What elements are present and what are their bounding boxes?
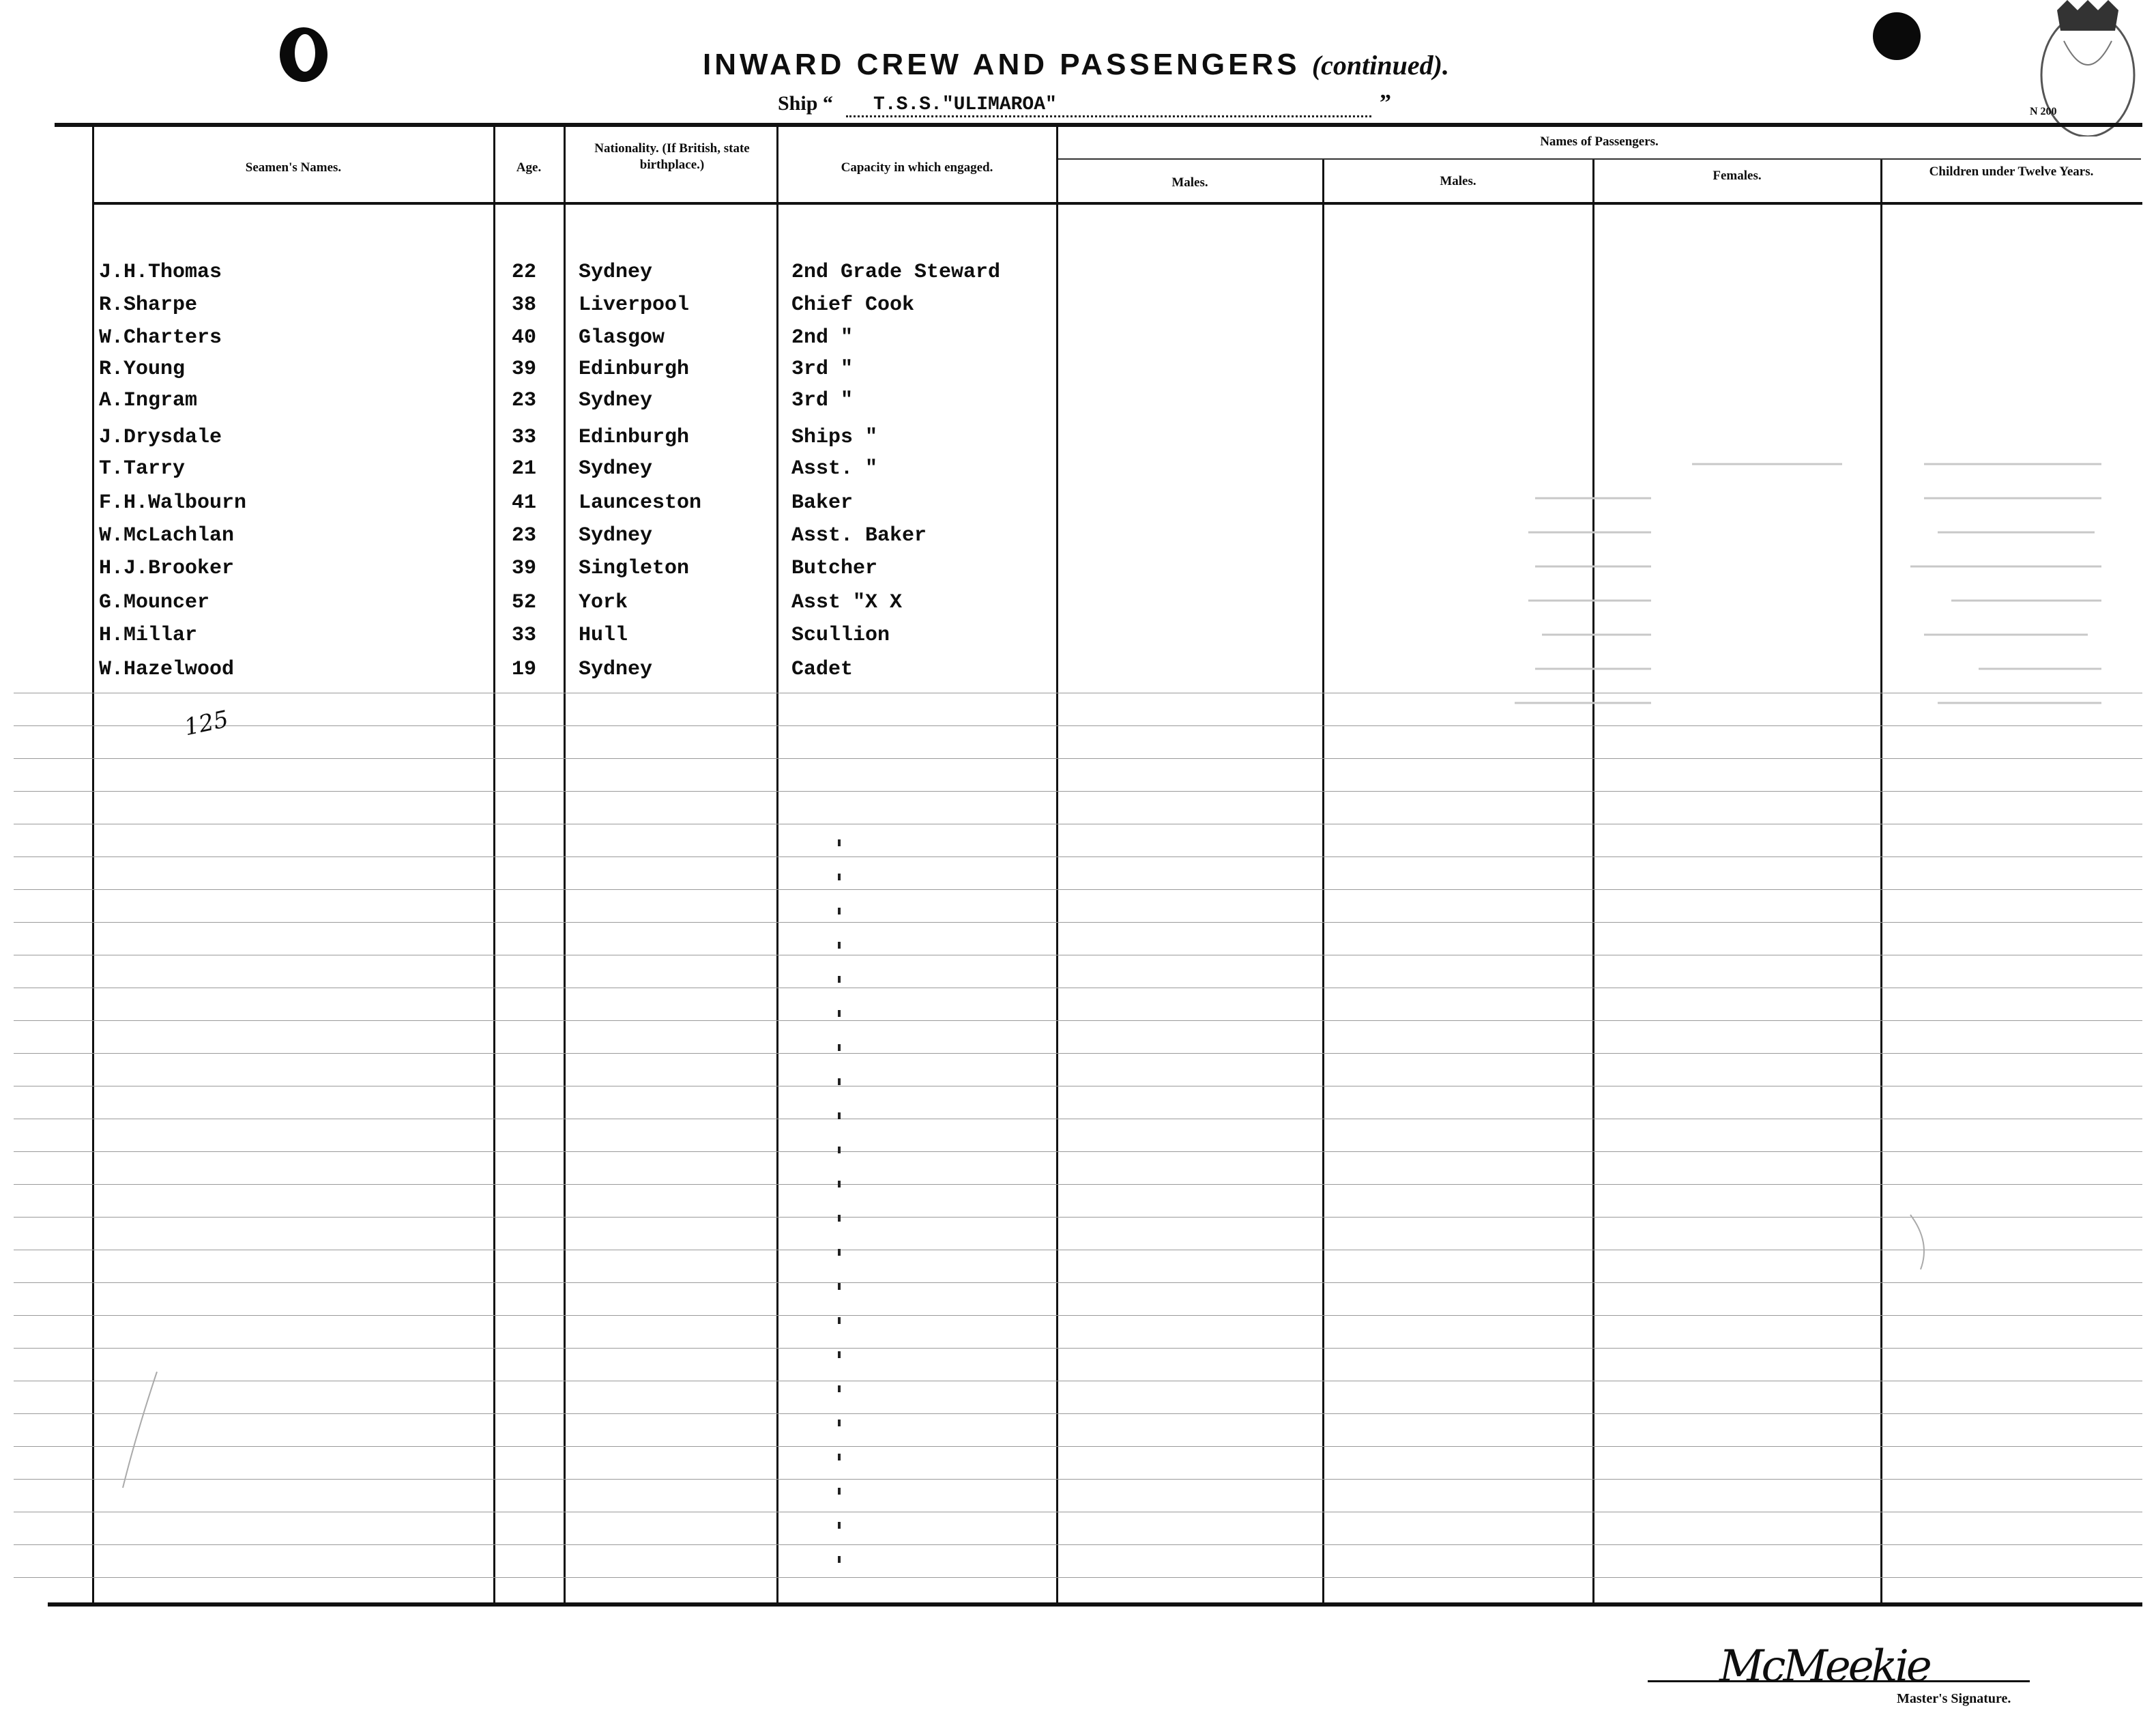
crew-age: 33 [512, 426, 537, 449]
crew-nationality: Launceston [579, 491, 702, 515]
crew-name: T.Tarry [99, 457, 186, 480]
crew-name: F.H.Walbourn [99, 491, 247, 515]
crew-capacity: Asst "X X [791, 591, 903, 614]
crew-nationality: Hull [579, 624, 628, 647]
header-seamen-names: Seamen's Names. [245, 160, 342, 175]
header-males-2: Males. [1440, 174, 1476, 188]
crew-age: 21 [512, 457, 537, 480]
crew-capacity: Baker [791, 491, 854, 515]
crew-age: 38 [512, 293, 537, 317]
crew-name: J.H.Thomas [99, 261, 222, 284]
crew-name: W.McLachlan [99, 524, 235, 547]
crew-age: 22 [512, 261, 537, 284]
crew-capacity: 3rd " [791, 389, 854, 412]
crew-name: R.Young [99, 358, 186, 381]
handwritten-number: 125 [181, 705, 231, 742]
crew-name: J.Drysdale [99, 426, 222, 449]
crew-name: W.Charters [99, 326, 222, 349]
crew-name: W.Hazelwood [99, 658, 235, 681]
crew-name: G.Mouncer [99, 591, 210, 614]
master-signature-label: Master's Signature. [1897, 1691, 2011, 1706]
crew-capacity: 2nd " [791, 326, 854, 349]
header-passengers-group: Names of Passengers. [1540, 134, 1659, 149]
punch-hole-left-highlight [295, 34, 315, 72]
crew-nationality: Edinburgh [579, 358, 690, 381]
crew-name: H.J.Brooker [99, 557, 235, 580]
header-children: Children under Twelve Years. [1929, 164, 2094, 179]
ship-name: T.S.S."ULIMAROA" [873, 94, 1057, 115]
crew-age: 33 [512, 624, 537, 647]
crew-nationality: Sydney [579, 457, 653, 480]
crew-nationality: Sydney [579, 389, 653, 412]
crew-age: 39 [512, 358, 537, 381]
crew-age: 39 [512, 557, 537, 580]
crew-nationality: Sydney [579, 658, 653, 681]
header-capacity: Capacity in which engaged. [841, 160, 993, 175]
crew-age: 52 [512, 591, 537, 614]
crew-nationality: York [579, 591, 628, 614]
table-top-rule [55, 123, 2142, 127]
crew-capacity: Scullion [791, 624, 890, 647]
stamp-number: N 200 [2030, 106, 2057, 117]
title-suffix: (continued). [1311, 50, 1449, 81]
crew-capacity: 3rd " [791, 358, 854, 381]
crew-age: 19 [512, 658, 537, 681]
crew-capacity: Asst. " [791, 457, 878, 480]
crew-age: 41 [512, 491, 537, 515]
crew-nationality: Edinburgh [579, 426, 690, 449]
master-signature-handwriting: McMeekie [1719, 1641, 1929, 1692]
header-females: Females. [1713, 169, 1762, 183]
crew-capacity: Asst. Baker [791, 524, 927, 547]
page-title [703, 48, 1449, 82]
header-males-1: Males. [1171, 175, 1208, 190]
ship-label: Ship “ [778, 92, 833, 115]
crew-capacity: 2nd Grade Steward [791, 261, 1001, 284]
crew-name: H.Millar [99, 624, 198, 647]
bleed-through-marks [0, 205, 2156, 1604]
crew-age: 23 [512, 524, 537, 547]
crew-capacity: Cadet [791, 658, 854, 681]
crew-nationality: Singleton [579, 557, 690, 580]
crew-nationality: Glasgow [579, 326, 665, 349]
header-age: Age. [516, 160, 542, 175]
header-nationality: Nationality. (If British, state birthplace.) [594, 141, 750, 172]
crew-capacity: Chief Cook [791, 293, 915, 317]
crew-age: 40 [512, 326, 537, 349]
crew-age: 23 [512, 389, 537, 412]
crew-name: R.Sharpe [99, 293, 198, 317]
crew-name: A.Ingram [99, 389, 198, 412]
ship-quote-close: ” [1380, 90, 1391, 115]
crew-nationality: Sydney [579, 261, 653, 284]
crew-capacity: Ships " [791, 426, 878, 449]
passengers-sub-rule [1056, 158, 2141, 160]
punch-hole-right [1873, 12, 1921, 60]
ship-name-field [846, 94, 1371, 117]
crew-nationality: Sydney [579, 524, 653, 547]
title-main: INWARD CREW AND PASSENGERS [703, 48, 1300, 81]
crew-capacity: Butcher [791, 557, 878, 580]
crew-nationality: Liverpool [579, 293, 690, 317]
